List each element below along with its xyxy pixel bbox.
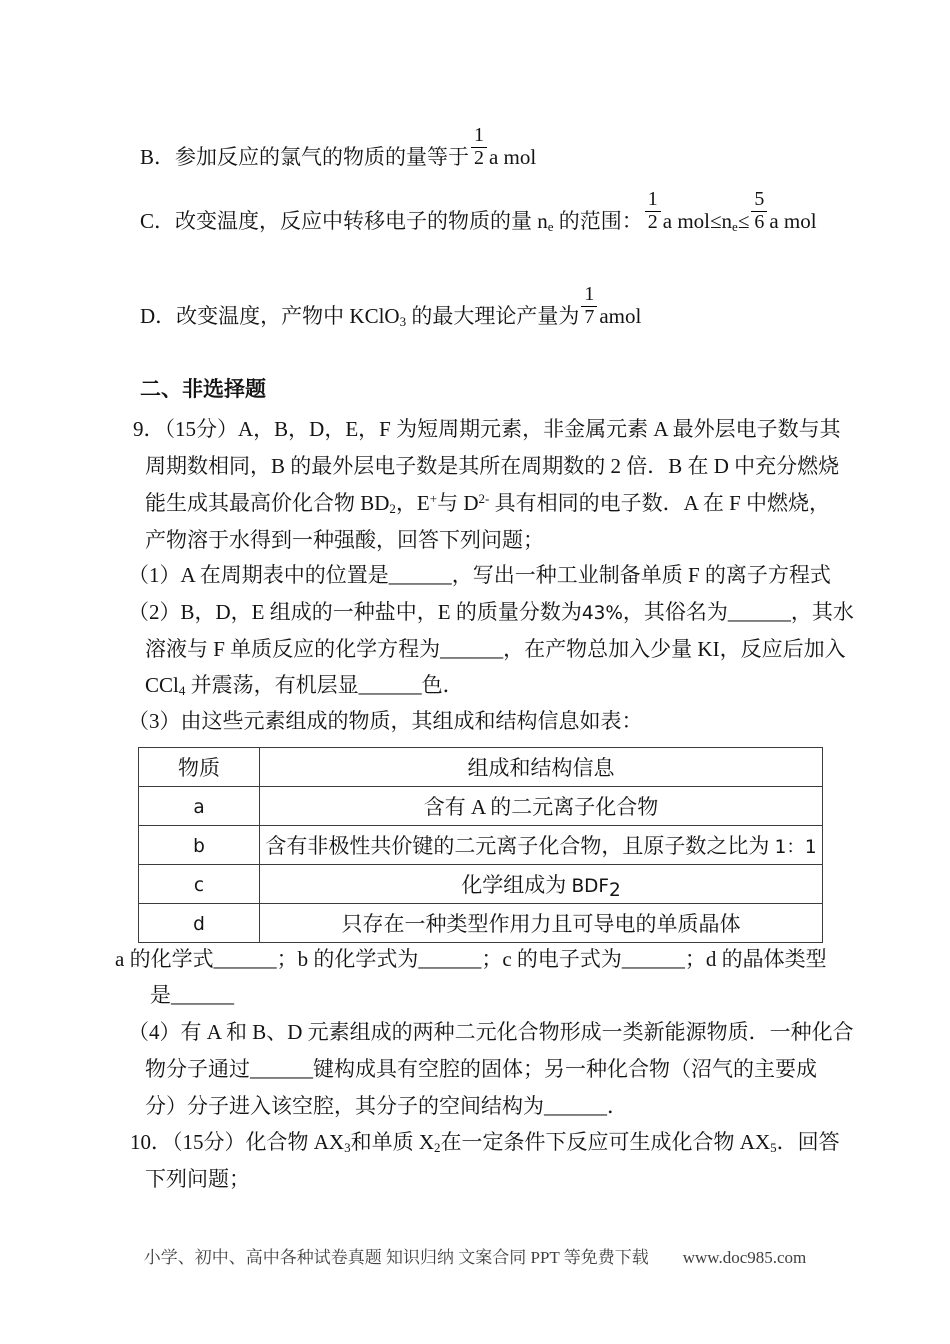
q10-stem-line-1: 10．（15分）化合物 $AX_3$和单质 $X_2$在一定条件下反应可生成化合物 $AX_5$．回答 [130,1130,840,1155]
q9-part2-line-1: （2）B，D，E 组成的一种盐中，E 的质量分数为43%，其俗名为______，其水 [128,600,854,624]
option-b: B．参加反应的氯气的物质的量等于 $\frac{1}{2}$ a mol [140,124,537,169]
q9-stem-line-3: 能生成其最高价化合物 $BD_2$，E+与 $D^{2-}$ 具有相同的电子数．A 在 F 中燃烧， [145,490,831,516]
table-header-row [139,748,823,787]
row-c-label: c [139,865,260,904]
section-2-heading: 二、非选择题 [140,377,266,401]
q9-stem-line-1: 9．（15分）A，B，D，E，F 为短周期元素，非金属元素 A 最外层电子数与其 [133,417,841,441]
table-row-d [139,904,823,943]
q9-part2-line-3: CCl$_4$ 并震荡，有机层显______色． [145,673,464,698]
table-row-a [139,787,823,826]
q10-stem-line-2: 下列问题； [145,1167,250,1191]
q9-stem-line-4: 产物溶于水得到一种强酸，回答下列问题； [145,528,544,552]
page-footer: 小学、初中、高中各种试卷真题 知识归纳 文案合同 PPT 等免费下载 www.doc985.com [143,1248,807,1267]
option-d: D．改变温度，产物中 KClO$_3$ 的最大理论产量为 $\frac{1}{7}$ amol [140,283,642,329]
table-row-c [139,865,823,904]
q9-blanks-line-1: a 的化学式______；b 的化学式为______；c 的电子式为______；d 的晶体类型 [115,947,827,971]
table-header-substance: 物质 [139,748,260,787]
q9-part4-line-3: 分）分子进入该空腔，其分子的空间结构为______． [145,1094,628,1118]
q9-part1-line-1: （1）A 在周期表中的位置是______，写出一种工业制备单质 F 的离子方程式 [128,563,831,587]
q9-part4-line-2: 物分子通过______键构成具有空腔的固体；另一种化合物（沼气的主要成 [145,1057,817,1081]
row-d-label: d [139,904,260,943]
row-c-info: 化学组成为 $BDF_2$ [260,865,823,904]
table-header-info: 组成和结构信息 [260,748,823,787]
row-b-label: b [139,826,260,865]
q9-part4-line-1: （4）有 A 和 B、D 元素组成的两种二元化合物形成一类新能源物质．一种化合 [128,1020,854,1044]
row-d-info: 只存在一种类型作用力且可导电的单质晶体 [260,904,823,943]
row-a-info: 含有 A 的二元离子化合物 [260,787,823,826]
row-b-info: 含有非极性共价键的二元离子化合物，且原子数之比为 1：1 [260,826,823,865]
q9-part3-intro: （3）由这些元素组成的物质，其组成和结构信息如表： [128,709,643,733]
q9-stem-line-2: 周期数相同，B 的最外层电子数是其所在周期数的 2 倍．B 在 D 中充分燃烧 [145,454,840,478]
q9-part2-line-2: 溶液与 F 单质反应的化学方程为______，在产物总加入少量 KI，反应后加入 [145,637,846,661]
q9-info-table [138,747,823,943]
q9-blanks-line-2: 是______ [150,983,234,1007]
row-a-label: a [139,787,260,826]
table-row-b [139,826,823,865]
option-c: C．改变温度，反应中转移电子的物质的量 $n_e$ 的范围： $\frac{1}{2}$ a $mol\le n_e\le$ $\frac{5}{6}$ a mol [140,188,817,234]
